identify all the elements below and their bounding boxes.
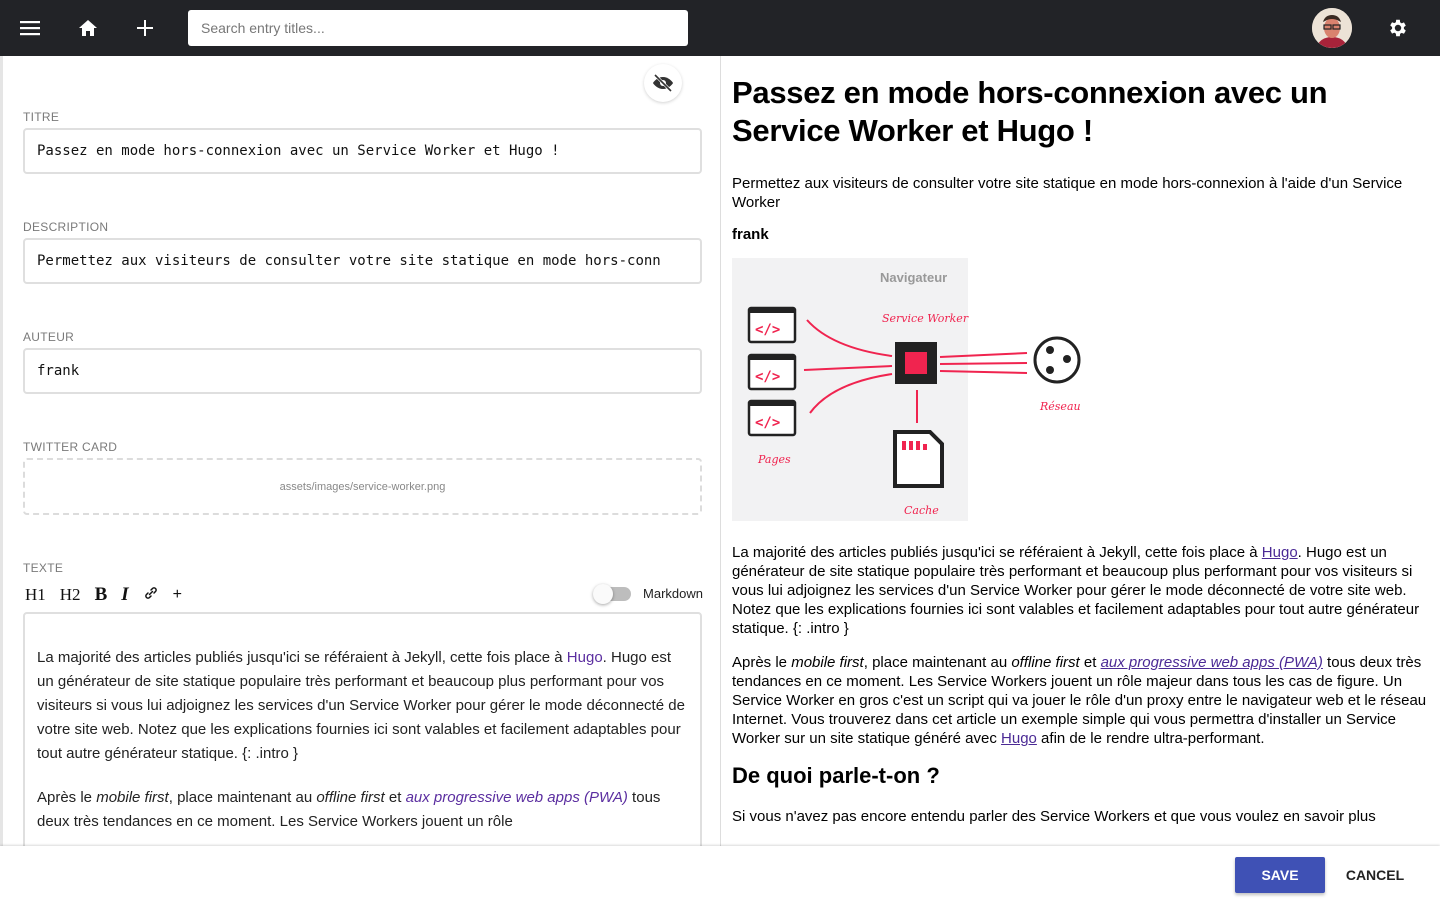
editor-panel (0, 56, 720, 846)
text: et (384, 789, 406, 806)
hugo-link[interactable]: Hugo (1261, 544, 1298, 561)
author-input[interactable]: frank (23, 348, 702, 394)
home-icon[interactable] (74, 14, 102, 42)
emphasis: mobile first (96, 789, 169, 806)
markdown-toggle[interactable] (597, 586, 703, 601)
text: tous deux très tendances en ce moment. Les Service Workers jouent un rôle (37, 789, 661, 830)
hugo-link[interactable]: Hugo (566, 649, 603, 666)
twitter-card-dropzone[interactable] (23, 458, 702, 515)
svg-text:Pages: Pages (758, 453, 791, 466)
service-worker-diagram (732, 258, 1081, 521)
avatar[interactable] (1312, 8, 1352, 48)
text: et (1079, 654, 1101, 671)
preview-paragraph-1 (732, 543, 1430, 638)
description-label: DESCRIPTION (23, 220, 109, 234)
body-editor[interactable] (23, 612, 702, 846)
text: Après le (732, 654, 792, 671)
svg-text:Réseau: Réseau (1040, 400, 1081, 413)
preview-heading-2: De quoi parle-t-on ? (732, 763, 940, 788)
add-icon[interactable] (131, 14, 159, 42)
h2-button[interactable]: H2 (59, 585, 81, 604)
svg-text:Navigateur: Navigateur (880, 270, 948, 285)
markdown-switch[interactable] (597, 587, 631, 601)
editor-toolbar (23, 582, 703, 608)
svg-text:</>: </> (755, 415, 781, 431)
body-paragraph-2 (37, 786, 688, 834)
author-label: AUTEUR (23, 330, 75, 344)
pwa-link[interactable]: aux progressive web apps (PWA) (405, 789, 628, 806)
text: afin de le rendre ultra-performant. (1036, 730, 1265, 747)
emphasis: mobile first (791, 654, 864, 671)
description-input[interactable]: Permettez aux visiteurs de consulter votre site statique en mode hors-conn (23, 238, 702, 284)
action-bar (0, 846, 1440, 900)
cancel-button[interactable]: CANCEL (1335, 857, 1415, 893)
visibility-off-icon (651, 71, 675, 95)
toggle-preview-button[interactable] (644, 64, 682, 102)
preview-paragraph-2 (732, 653, 1430, 748)
text: Après le (37, 789, 97, 806)
text: La majorité des articles publiés jusqu'ici se référaient à Jekyll, cette fois place à (37, 649, 567, 666)
markdown-label: Markdown (643, 586, 703, 601)
preview-paragraph-3: Si vous n'avez pas encore entendu parler des Service Workers et que vous voulez en savoir plus (732, 808, 1376, 825)
svg-text:Service Worker: Service Worker (882, 312, 969, 325)
menu-icon[interactable] (16, 14, 44, 42)
text: . Hugo est un générateur de site statique populaire très performant et beaucoup plus performant pour vos visiteurs si vous lui adjoignez les services d'un Service Worker pour gérer le mode déconnecté de votre site web. Notez que les explications fournies ici sont valables et facilement adaptables pour tout autre générateur statique. {: .intro } (732, 544, 1420, 637)
hugo-link-2[interactable]: Hugo (1001, 730, 1037, 747)
twitter-card-label: TWITTER CARD (23, 440, 118, 454)
text: , place maintenant au (863, 654, 1012, 671)
more-button[interactable]: + (172, 586, 182, 603)
italic-button[interactable]: I (121, 584, 129, 605)
svg-text:</>: </> (755, 322, 781, 338)
twitter-card-path: assets/images/service-worker.png (279, 480, 446, 493)
link-button[interactable] (141, 585, 161, 606)
h1-button[interactable]: H1 (25, 585, 46, 604)
gear-icon[interactable] (1384, 14, 1412, 42)
top-app-bar (0, 0, 1440, 56)
text: . Hugo est un générateur de site statique populaire très performant et beaucoup plus performant pour vos visiteurs si vous lui adjoignez les services d'un Service Worker pour gérer le mode déconnecté de votre site web. Notez que les explications fournies ici sont valables et facilement adaptables pour tout autre générateur statique. {: .intro } (37, 649, 685, 762)
svg-text:</>: </> (755, 369, 781, 385)
bold-button[interactable]: B (94, 584, 108, 605)
body-label: TEXTE (23, 561, 64, 575)
link-icon (143, 585, 159, 601)
save-button[interactable]: SAVE (1235, 857, 1325, 893)
search-input[interactable] (188, 10, 688, 46)
body-paragraph-1 (37, 646, 688, 766)
svg-text:Cache: Cache (904, 504, 939, 517)
emphasis: offline first (316, 789, 385, 806)
preview-title: Passez en mode hors-connexion avec un Service Worker et Hugo ! (732, 75, 1328, 148)
text: , place maintenant au (168, 789, 317, 806)
preview-author: frank (732, 226, 769, 243)
text: tous deux très tendances en ce moment. Les Service Workers jouent un rôle majeur dans tous les cas de figure. Un Service Worker en gros c'est un script qui va jouer le rôle d'un proxy entre le navigateur web et le réseau Internet. Vous trouverez dans cet article un exemple simple qui vous permettra d'installer un Service Worker sur un site statique généré avec (732, 654, 1427, 747)
emphasis: offline first (1011, 654, 1080, 671)
title-input[interactable]: Passez en mode hors-connexion avec un Service Worker et Hugo ! (23, 128, 702, 174)
preview-description: Permettez aux visiteurs de consulter votre site statique en mode hors-connexion à l'aide d'un Service Worker (732, 175, 1403, 211)
preview-panel (720, 56, 1440, 846)
switch-knob (593, 584, 613, 604)
text: La majorité des articles publiés jusqu'ici se référaient à Jekyll, cette fois place à (732, 544, 1262, 561)
title-label: TITRE (23, 110, 60, 124)
pwa-link[interactable]: aux progressive web apps (PWA) (1100, 654, 1323, 671)
